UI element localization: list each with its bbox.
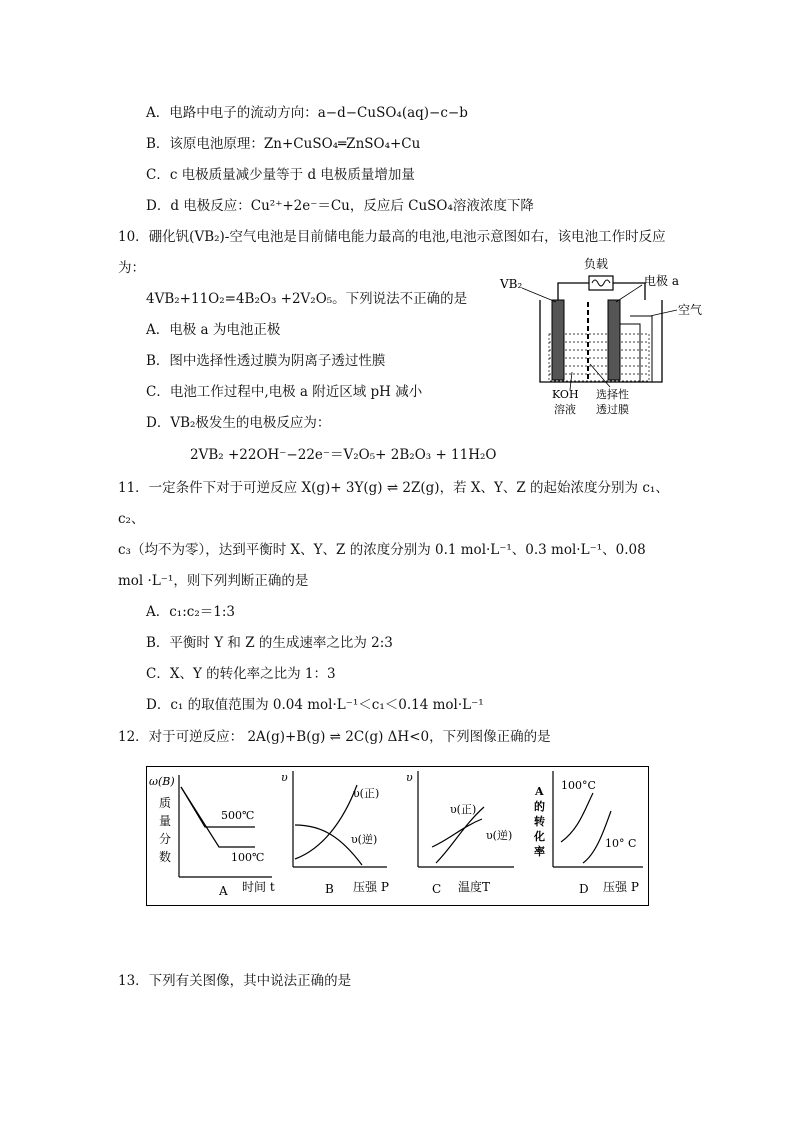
q11-stem-line4: mol ·L⁻¹，则下列判断正确的是 <box>118 573 309 589</box>
q11-stem-line1: 11．一定条件下对于可逆反应 X(g)+ 3Y(g) ⇌ 2Z(g)，若 X、Y、Z 的起始浓度分别为 c₁、 <box>118 480 669 496</box>
graph-b-letter: B <box>325 882 334 896</box>
q11-option-c: C．X、Y 的转化率之比为 1：3 <box>146 666 336 682</box>
graph-a-yword-4: 数 <box>159 850 172 864</box>
graph-d-xlabel: 压强 P <box>603 880 639 894</box>
graph-d-ylabel-5: 率 <box>534 845 545 858</box>
koh-label: KOH <box>552 388 579 401</box>
electrode-a <box>608 300 620 380</box>
q10-reaction: 4VB₂+11O₂=4B₂O₃ +2V₂O₅。下列说法不正确的是 <box>146 291 468 307</box>
graph-b-xlabel: 压强 P <box>353 880 389 894</box>
graph-d-ylabel-3: 转 <box>534 815 545 828</box>
graph-b-ylabel: υ <box>281 771 288 784</box>
membrane-label-1: 选择性 <box>596 388 629 401</box>
q9-option-a: A．电路中电子的流动方向：a−d−CuSO₄(aq)−c−b <box>146 105 468 121</box>
q10-stem-line1: 10．硼化钒(VB₂)-空气电池是目前储电能力最高的电池,电池示意图如右，该电池工作时反应 <box>118 229 666 245</box>
graph-d-curve-100 <box>561 793 593 842</box>
graph-d-ylabel-2: 的 <box>534 800 545 813</box>
graph-c-forward-label: υ(正) <box>450 803 477 816</box>
q11-stem-line3: c₃（均不为零），达到平衡时 X、Y、Z 的浓度分别为 0.1 mol·L⁻¹、0.3 mol·L⁻¹、0.08 <box>118 542 646 558</box>
q10-stem-line2: 为： <box>118 260 145 276</box>
graph-a-label-500: 500℃ <box>221 809 255 822</box>
graph-a <box>147 767 277 903</box>
vb2-electrode <box>552 300 564 380</box>
q10-option-d-equation: 2VB₂ +22OH⁻−22e⁻＝V₂O₅+ 2B₂O₃ + 11H₂O <box>190 447 497 463</box>
q10-option-d: D．VB₂极发生的电极反应为： <box>146 415 331 431</box>
graph-c-ylabel: υ <box>406 771 413 784</box>
graph-b-forward-label: υ(正) <box>353 787 380 800</box>
q9-option-d: D．d 电极反应：Cu²⁺+2e⁻＝Cu，反应后 CuSO₄溶液浓度下降 <box>146 198 534 214</box>
load-resistor <box>589 276 613 290</box>
q12-stem: 12．对于可逆反应： 2A(g)+B(g) ⇌ 2C(g) ΔH<0，下列图像正确的是 <box>118 729 551 745</box>
graph-c-xlabel: 温度T <box>458 880 491 894</box>
q11-option-d: D．c₁ 的取值范围为 0.04 mol·L⁻¹＜c₁＜0.14 mol·L⁻¹ <box>146 697 484 713</box>
graph-d-label-100: 100°C <box>561 779 596 792</box>
graph-a-label-100: 100℃ <box>231 851 265 864</box>
graph-d <box>527 767 646 903</box>
q10-option-b: B．图中选择性透过膜为阴离子透过性膜 <box>146 353 386 369</box>
q11-stem-line2: c₂、 <box>118 511 145 527</box>
q11-option-b: B．平衡时 Y 和 Z 的生成速率之比为 2:3 <box>146 635 393 651</box>
q11-option-a: A．c₁:c₂＝1:3 <box>146 604 235 620</box>
q9-option-c: C．c 电极质量减少量等于 d 电极质量增加量 <box>146 167 415 183</box>
graph-c-reverse-label: υ(逆) <box>486 829 513 842</box>
koh-solution-label: 溶液 <box>554 403 576 416</box>
graph-d-letter: D <box>579 882 589 896</box>
graph-c-letter: C <box>432 882 442 896</box>
load-label: 负载 <box>584 257 609 271</box>
q13-stem: 13．下列有关图像，其中说法正确的是 <box>118 973 352 989</box>
graph-a-yword-2: 量 <box>159 814 172 828</box>
air-label: 空气 <box>678 303 703 317</box>
battery-diagram <box>492 252 712 427</box>
graph-a-letter: A <box>219 884 228 898</box>
graph-d-label-10: 10° C <box>605 837 637 850</box>
graph-a-ylabel: ω(B) <box>149 775 175 788</box>
graph-a-yword-3: 分 <box>159 832 172 846</box>
q10-option-c: C．电池工作过程中,电极 a 附近区域 pH 减小 <box>146 384 423 400</box>
graph-a-xlabel: 时间 t <box>242 880 275 894</box>
graph-b <box>277 767 402 903</box>
graph-b-reverse-label: υ(逆) <box>351 833 378 846</box>
graph-a-yword-1: 质 <box>159 796 172 810</box>
graph-c-forward-curve <box>432 819 482 847</box>
graph-d-ylabel-4: 化 <box>534 830 545 843</box>
vb2-label: VB₂ <box>500 277 523 291</box>
graph-c <box>402 767 527 903</box>
electrode-a-label: 电极 a <box>644 274 679 288</box>
membrane-label-2: 透过膜 <box>596 403 629 416</box>
q9-option-b: B．该原电池原理：Zn+CuSO₄═ZnSO₄+Cu <box>146 136 421 152</box>
q10-option-a: A．电极 a 为电池正极 <box>146 322 281 338</box>
graph-d-ylabel-1: A <box>535 785 544 798</box>
